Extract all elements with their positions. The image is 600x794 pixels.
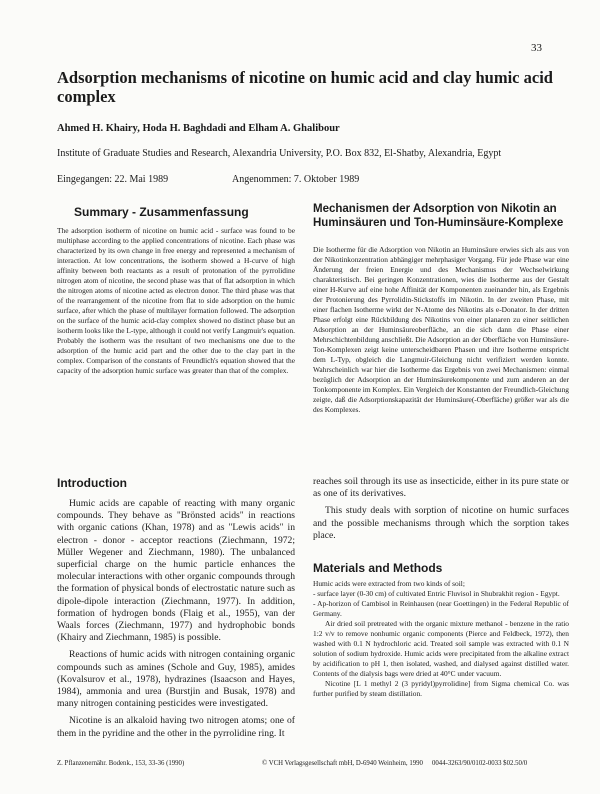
intro-paragraph: Reactions of humic acids with nitrogen containing organic compounds such as amines (Schole and Guy, 1985), amides (Kovalsurov et al., 1978), hydrazines (Isaacson and Hayes, 1984), ammonia and urea (Burstjin and Busak, 1978) and many nitrogen containing pesticides were investigated. [57,649,295,710]
methods-heading: Materials and Methods [313,561,443,575]
received-accepted-dates [57,174,360,185]
author-list: Ahmed H. Khairy, Hoda H. Baghdadi and Elham A. Ghalibour [57,123,340,134]
paper-title: Adsorption mechanisms of nicotine on humic acid and clay humic acid complex [57,68,553,106]
study-scope-paragraph: This study deals with sorption of nicotine on humic surfaces and the possible mechanisms through which the sorption takes place. [313,505,569,541]
introduction-heading: Introduction [57,476,127,490]
received-date: Eingegangen: 22. Mai 1989 [57,174,169,185]
accepted-date: Angenommen: 7. Oktober 1989 [232,174,360,185]
intro-paragraph: Humic acids are capable of reacting with many organic compounds. They behave as "Brönsted acids" in reactions with organic cations (Khan, 1978) and as "Lewis acids" in electron - donor - acceptor reactions (Ziechmann, 1972; Müller Wegener and Ziechmann, 1980). The unbalanced superficial charge on the humic particle enhances the molecular interactions with other organic compounds through the formation of physical bonds of electrostatic nature such as dipole-dipole interaction (Ziechmann, 1977). In addition, formation of hydrogen bonds (Flaig et al., 1955), van der Waals forces (Ziechmann, 1977) and hydrophobic bonds (Khairy and Ziechmann, 1985) is possible. [57,498,295,644]
methods-paragraph: Air dried soil pretreated with the organic mixture methanol - benzene in the ratio 1:2 v/v to remove nonhumic organic components (Pierce and Feldbeck, 1972), then washed with 0.1 N hydrochloric acid. Treated soil sample was extracted with 0.1 N solution of sodium hydroxide. Humic acids were precipitated from the alkaline extract by acidification to pH 1, then isolated, washed, and dialysed against distilled water. Contents of the dialysis bags were dried at 40°C under vacuum. [313,619,569,678]
journal-citation: Z. Pflanzenernähr. Bodenk., 153, 33-36 (1990) [57,760,185,767]
methods-line: Humic acids were extracted from two kinds of soil; [313,579,465,588]
methods-line: - surface layer (0-30 cm) of cultivated Entric Fluvisol in Shubrakhit region - Egypt. [313,589,560,598]
issn-code: 0044-3263/90/0102-0033 $02.50/0 [432,760,528,767]
introduction-body [57,498,295,740]
publisher-notice: © VCH Verlagsgesellschaft mbH, D-6940 Weinheim, 1990 [262,760,423,767]
page-number: 33 [531,42,542,54]
german-abstract-heading: Mechanismen der Adsorption von Nikotin an Huminsäuren und Ton-Huminsäure-Komplexe [313,203,564,229]
intro-paragraph: Nicotine is an alkaloid having two nitrogen atoms; one of them in the pyridine and the other in the pyrrolidine ring. It [57,715,295,739]
summary-text: The adsorption isotherm of nicotine on humic acid - surface was found to be multiphase according to the applied concentrations of nicotine. Each phase was characterized by its own change in free energy and represented a mechanism of interaction. At low concentrations, the isotherm showed a H-curve of high affinity between both reactants as a result of protonation of the pyrrolidine nitrogen atom of nicotine, the second phase was that of flat adsorption in which the nitrogen atoms of nicotine acted as electron donor. The third phase was that of the rearrangement of the nicotine from flat to side adsorption on the humic surface, after which the phase of multilayer formation followed. The adsorption on the surface of the humic acid-clay complex showed no distinct phase but an isotherm looks like the L-type, although it could not verify Langmuir's equation. Probably the isotherm was the resultant of two mechanisms one due to the adsorption of the humic acid part and the other due to the clay part in the complex. Comparison of the constants of Freundlich's equation showed that the capacity of the adsorption humic surface was greater than that of the complex. [57,226,295,375]
german-abstract-text: Die Isotherme für die Adsorption von Nikotin an Huminsäure erwies sich als aus von der Nikotinkonzentration abhängiger mehrphasiger Vorgang. Für jede Phase war eine Änderung der freien Energie und des Mechanismus der Wechselwirkung charakteristisch. Bei geringen Konzentrationen, wies die Isotherme aus der Gestalt einer H-Kurve auf eine hohe Affinität der Komponenten zueinander hin, als Ergebnis der Protonierung des Pyrrolidin-Stickstoffs im Nikotin. In der zweiten Phase, mit einer flachen Isotherme wirkt der N-Atome des Nikotins als e-Donator. In der dritten Phase erfolgt eine Rückbildung des Nikotins von einer planaren zu einer seitlichen Adsorption an der Huminsäureoberfläche, an die sich dann die Phase einer Mehrschichtenbildung anschließt. Die Adsorption an der Oberfläche von Huminsäure-Ton-Komplexen zeigt keine unterscheidbaren Phasen und ihre Isotherme entspricht dem L-Typ, obgleich die Langmuir-Gleichung nicht verifiziert werden konnte. Wahrscheinlich war hier die Isotherme das Ergebnis von zwei Mechanismen: einmal bezüglich der Adsorption an der Huminsäurekomponente und zum anderen an der Tonkomponente im Komplex. Ein Vergleich der Konstanten der Freundlich-Gleichung zeigte, daß die Adsorptionskapazität der Huminsäure(-Oberfläche) größer war als die des Komplexes. [313,245,569,414]
continued-paragraph: reaches soil through its use as insecticide, either in its pure state or as one of its derivatives. [313,476,569,500]
methods-line: - Ap-horizon of Cambisol in Reinhausen (near Goettingen) in the Federal Republic of Germany. [313,599,569,618]
introduction-continued [313,476,569,542]
affiliation: Institute of Graduate Studies and Research, Alexandria University, P.O. Box 832, El-Shatby, Alexandria, Egypt [57,148,502,159]
summary-heading: Summary - Zusammenfassung [74,205,249,219]
methods-body [313,579,569,699]
methods-paragraph: Nicotine [L 1 methyl 2 (3 pyridyl)pyrrolidine] from Sigma chemical Co. was further purified by steam distillation. [313,679,569,698]
